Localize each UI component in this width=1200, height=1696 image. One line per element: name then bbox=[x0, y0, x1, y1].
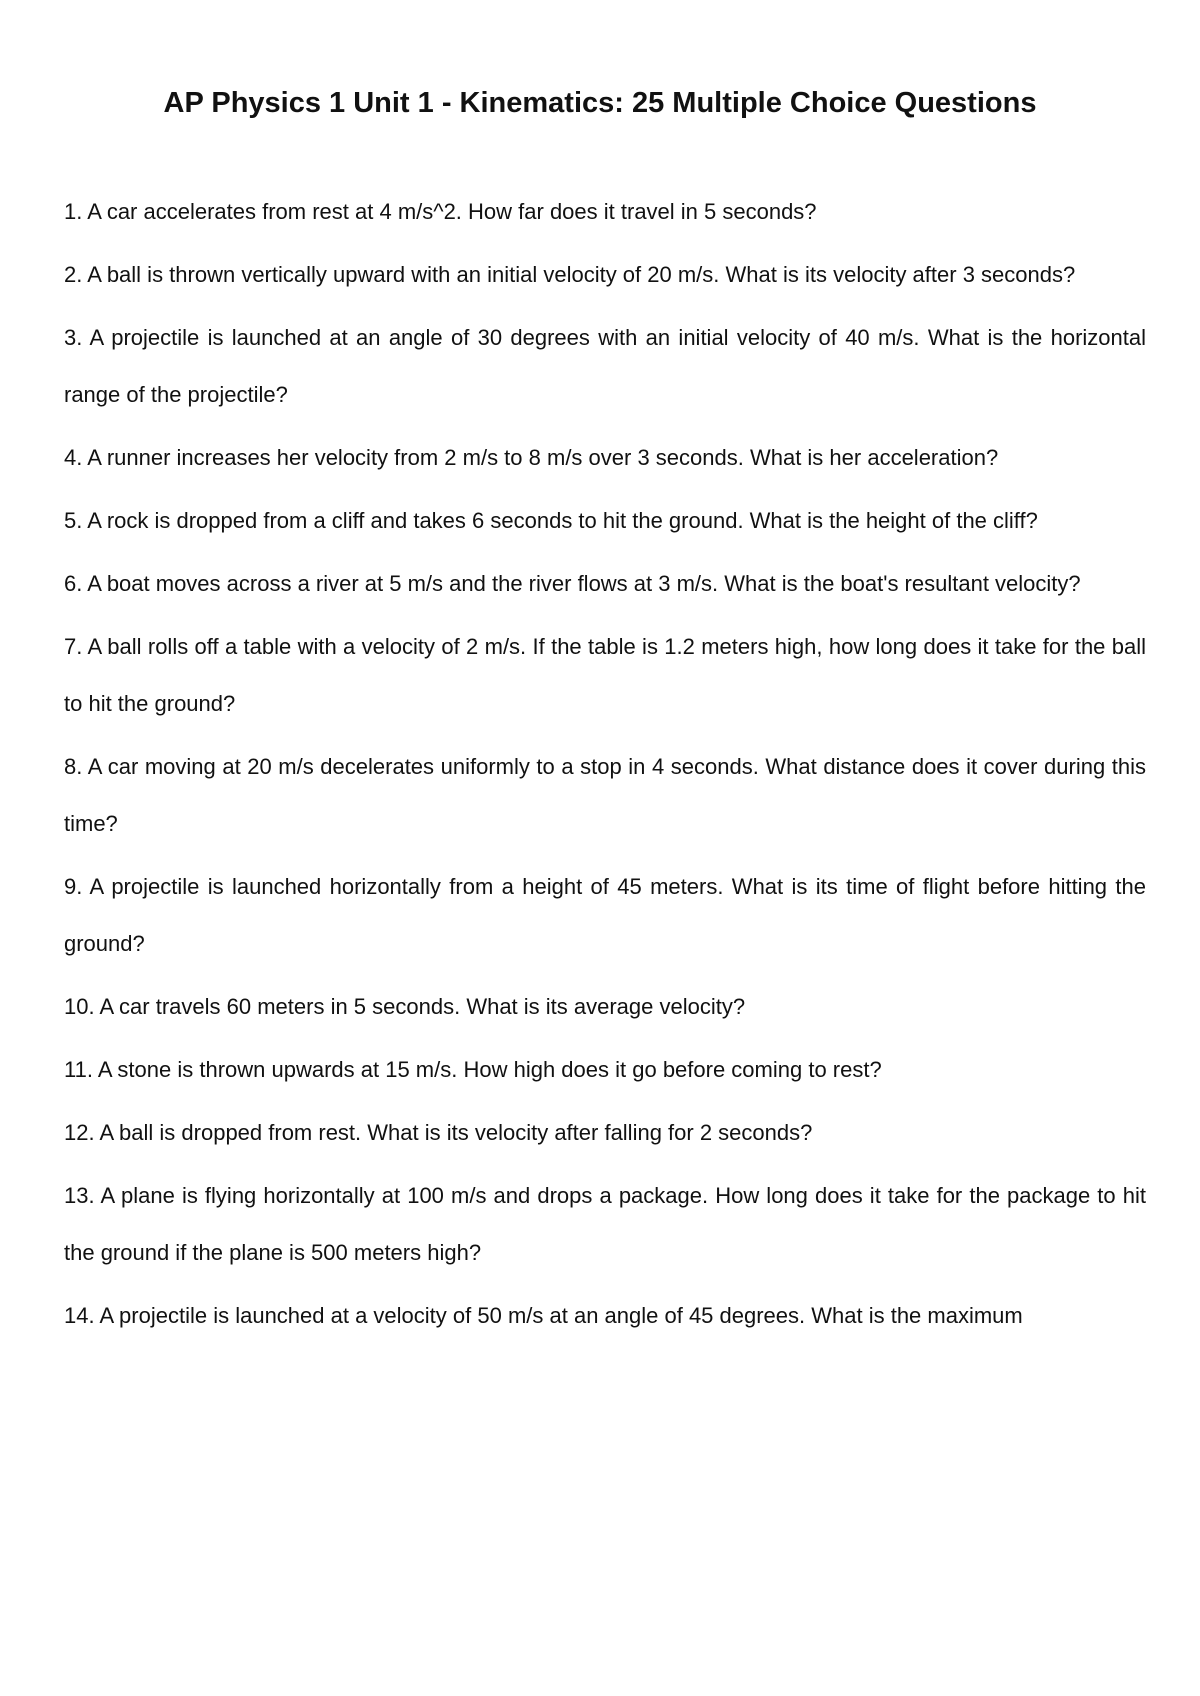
question-item: 14. A projectile is launched at a velocity of 50 m/s at an angle of 45 degrees. What is the maximum bbox=[64, 1303, 1023, 1328]
question-item: 6. A boat moves across a river at 5 m/s and the river flows at 3 m/s. What is the boat's resultant velocity? bbox=[64, 571, 1081, 596]
document-title: AP Physics 1 Unit 1 - Kinematics: 25 Multiple Choice Questions bbox=[163, 87, 1037, 120]
question-item: 4. A runner increases her velocity from 2 m/s to 8 m/s over 3 seconds. What is her acceleration? bbox=[64, 445, 999, 470]
question-item: 13. A plane is flying horizontally at 100 m/s and drops a package. How long does it take for the package to hit the ground if the plane is 500 meters high? bbox=[64, 1183, 1146, 1265]
question-item: 3. A projectile is launched at an angle of 30 degrees with an initial velocity of 40 m/s. What is the horizontal range of the projectile? bbox=[64, 325, 1146, 407]
question-list bbox=[64, 183, 1146, 1350]
question-item: 7. A ball rolls off a table with a velocity of 2 m/s. If the table is 1.2 meters high, how long does it take for the ball to hit the ground? bbox=[64, 634, 1146, 716]
question-item: 8. A car moving at 20 m/s decelerates uniformly to a stop in 4 seconds. What distance does it cover during this time? bbox=[64, 754, 1146, 836]
question-item: 9. A projectile is launched horizontally from a height of 45 meters. What is its time of flight before hitting the ground? bbox=[64, 874, 1146, 956]
question-item: 10. A car travels 60 meters in 5 seconds. What is its average velocity? bbox=[64, 994, 746, 1019]
question-item: 12. A ball is dropped from rest. What is its velocity after falling for 2 seconds? bbox=[64, 1120, 813, 1145]
question-item: 11. A stone is thrown upwards at 15 m/s. How high does it go before coming to rest? bbox=[64, 1057, 882, 1082]
question-item: 2. A ball is thrown vertically upward with an initial velocity of 20 m/s. What is its velocity after 3 seconds? bbox=[64, 262, 1076, 287]
question-item: 1. A car accelerates from rest at 4 m/s^2. How far does it travel in 5 seconds? bbox=[64, 199, 817, 224]
question-item: 5. A rock is dropped from a cliff and takes 6 seconds to hit the ground. What is the height of the cliff? bbox=[64, 508, 1038, 533]
